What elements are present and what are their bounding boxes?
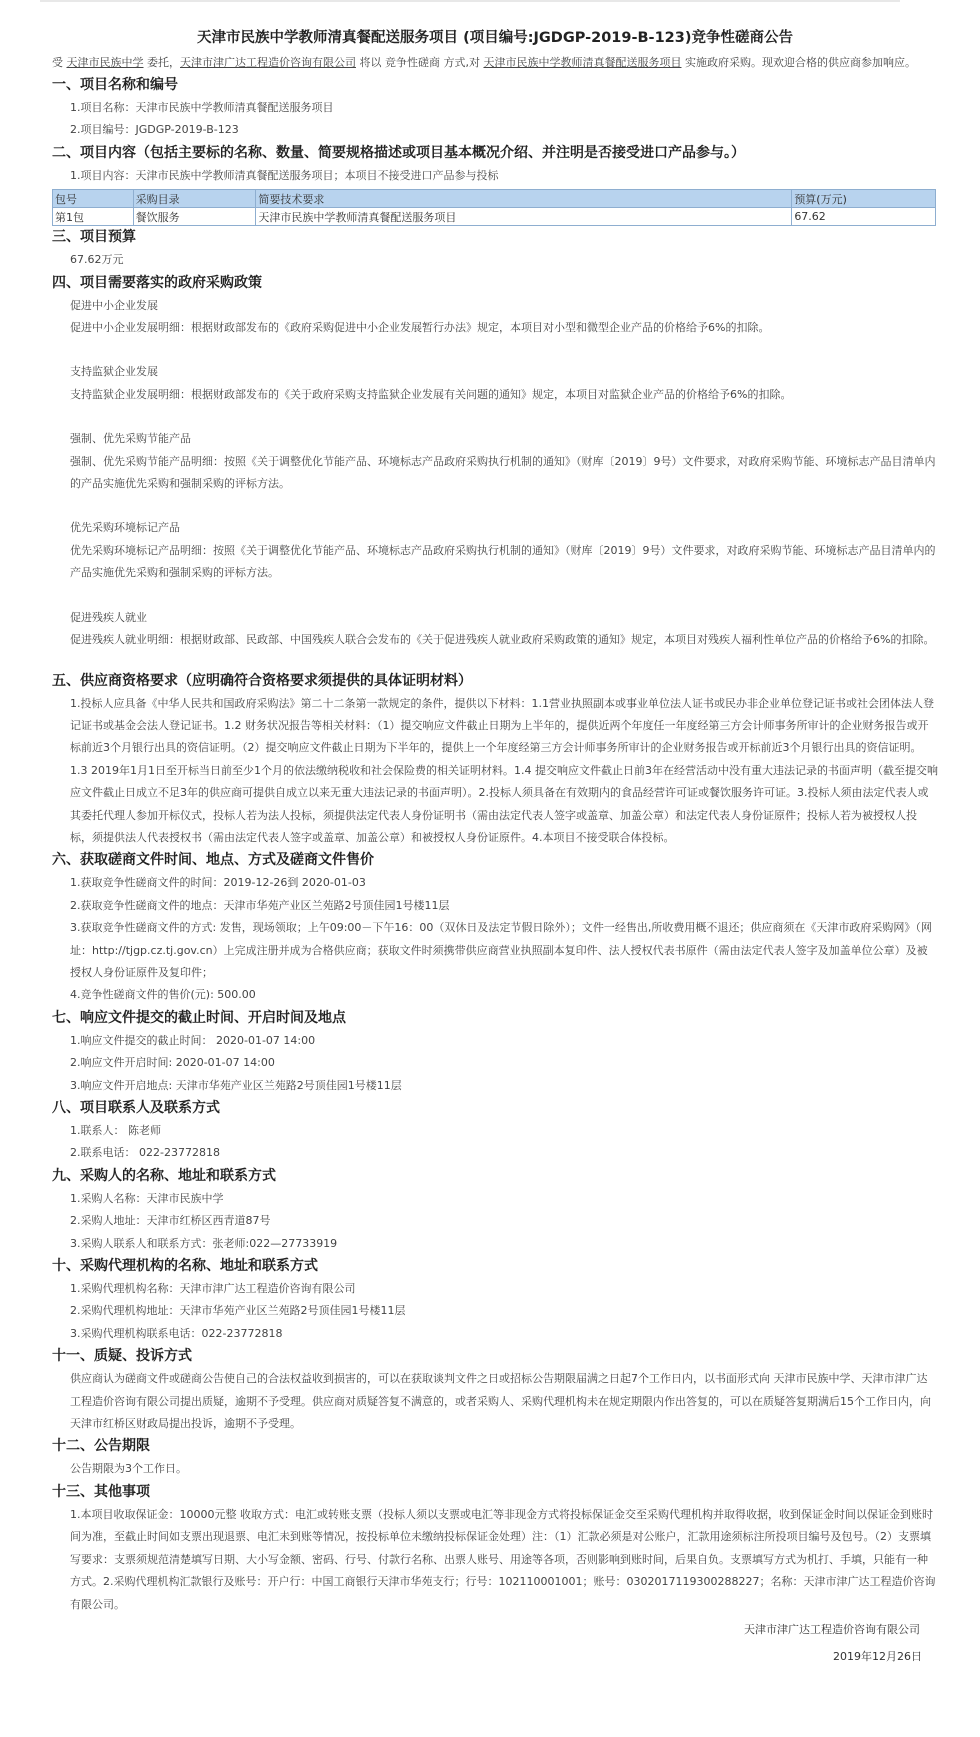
policy-detail: 优先采购环境标记产品明细：按照《关于调整优化节能产品、环境标志产品政府采购执行机制的通知》（财库〔2019〕9号）文件要求，对政府采购节能、环境标志产品目清单内的产品实施优先采购和强制采购的评标方法。 — [70, 543, 936, 580]
acquire-location: 2.获取竞争性磋商文件的地点：天津市华苑产业区兰苑路2号顶佳园1号楼11层 — [70, 898, 450, 912]
complaint-text: 供应商认为磋商文件或磋商公告使自己的合法权益收到损害的，可以在获取谈判文件之日或招标公告期限届满之日起7个工作日内，以书面形式向 天津市民族中学、天津市津广达工程造价咨询有限公司提出质疑，逾期不予受理。供应商对质疑答复不满意的，或者采购人、采购代理机构未在规定期限内作出答复的，可以在质疑答复期满后15个工作日内，向天津市红桥区财政局提出投诉，逾期不予受理。 — [70, 1372, 931, 1431]
policy-name: 促进中小企业发展 — [70, 298, 158, 312]
section-heading-11: 十一、质疑、投诉方式 — [52, 1348, 192, 1365]
policy-detail: 促进中小企业发展明细：根据财政部发布的《政府采购促进中小企业发展暂行办法》规定，本项目对小型和微型企业产品的价格给予6%的扣除。 — [70, 321, 770, 335]
intro-text-1: 受 — [52, 56, 67, 69]
section-heading-10: 十、采购代理机构的名称、地址和联系方式 — [52, 1258, 318, 1275]
submission-deadline: 1.响应文件提交的截止时间： 2020-01-07 14:00 — [70, 1033, 316, 1047]
agency-link[interactable]: 天津市津广达工程造价咨询有限公司 — [180, 56, 356, 69]
cell-budget: 67.62 — [792, 208, 936, 226]
cell-catalog: 餐饮服务 — [133, 208, 256, 226]
section-heading-8: 八、项目联系人及联系方式 — [52, 1100, 220, 1116]
project-name: 1.项目名称：天津市民族中学教师清真餐配送服务项目 — [70, 101, 334, 114]
intro-text-3: 将以 竞争性磋商 方式,对 — [356, 56, 484, 69]
policy-name: 支持监狱企业发展 — [70, 365, 158, 379]
notice-period: 公告期限为3个工作日。 — [70, 1462, 187, 1476]
acquire-method: 3.获取竞争性磋商文件的方式: 发售，现场领取；上午09:00－下午16：00（双休日及法定节假日除外）；文件一经售出,所收费用概不退还；供应商须在《天津市政府采购网》（网址：http://tjgp.cz.tj.gov.cn）上完成注册并成为合格供应商；获取文件时须携带供应商营业执照副本复印件、法人授权代表书原件（需由法定代表人签字及加盖单位公章）及被授权人身份证原件及复印件； — [70, 921, 932, 979]
top-divider — [40, 0, 900, 2]
section-heading-6: 六、获取磋商文件时间、地点、方式及磋商文件售价 — [52, 852, 374, 869]
col-header-package: 包号 — [53, 190, 134, 208]
buyer-link[interactable]: 天津市民族中学 — [66, 56, 144, 69]
policy-detail: 支持监狱企业发展明细：根据财政部发布的《关于政府采购支持监狱企业发展有关问题的通知》规定，本项目对监狱企业产品的价格给予6%的扣除。 — [70, 387, 792, 401]
agency-address: 2.采购代理机构地址：天津市华苑产业区兰苑路2号顶佳园1号楼11层 — [70, 1304, 406, 1318]
signature-date: 2019年12月26日 — [833, 1649, 922, 1663]
document-price: 4.竞争性磋商文件的售价(元): 500.00 — [70, 988, 256, 1002]
agency-name: 1.采购代理机构名称：天津市津广达工程造价咨询有限公司 — [70, 1282, 356, 1296]
qualification-text: 1.投标人应具备《中华人民共和国政府采购法》第二十二条第一款规定的条件，提供以下材料：1.1营业执照副本或事业单位法人证书或民办非企业单位登记证书或社会团体法人登记证书或基金会法人登记证书。1.2 财务状况报告等相关材料：（1）提交响应文件截止日期为上半年的，提供近两个年度任一年度经第三方会计师事务所审计的企业财务报告或开标前近3个月银行出具的资信证明。（2）提交响应文件截止日期为下半年的，提供上一个年度经第三方会计师事务所审计的企业财务报告或开标前近3个月银行出具的资信证明。1.3 2019年1月1日至开标当日前至少1个月的依法缴纳税收和社会保险费的相关证明材料。1.4 提交响应文件截止日前3年在经营活动中没有重大违法记录的书面声明（截至提交响应文件截止日成立不足3年的供应商可提供自成立以来无重大违法记录的书面声明）。2.投标人须具备在有效期内的食品经营许可证或餐饮服务许可证。3.投标人须由法定代表人或其委托代理人参加开标仪式，投标人若为法人投标，须提供法定代表人身份证明书（需由法定代表人签字或盖章、加盖公章）和法定代表人身份证原件；投标人若为被授权人投标，须提供法人代表授权书（需由法定代表人签字或盖章、加盖公章）和被授权人身份证原件。4.本项目不接受联合体投标。 — [70, 696, 938, 844]
policy-name: 强制、优先采购节能产品 — [70, 432, 191, 446]
section-heading-4: 四、项目需要落实的政府采购政策 — [52, 274, 262, 291]
signature-org: 天津市津广达工程造价咨询有限公司 — [744, 1622, 920, 1636]
project-content: 1.项目内容：天津市民族中学教师清真餐配送服务项目；本项目不接受进口产品参与投标 — [70, 168, 499, 182]
contact-phone: 2.联系电话： 022-23772818 — [70, 1146, 220, 1160]
announcement-page — [52, 24, 938, 1670]
purchaser-contact: 3.采购人联系人和联系方式：张老师:022—27733919 — [70, 1236, 338, 1250]
intro-paragraph — [52, 52, 938, 74]
col-header-requirements: 简要技术要求 — [256, 190, 792, 208]
purchaser-name: 1.采购人名称：天津市民族中学 — [70, 1191, 224, 1205]
agency-phone: 3.采购代理机构联系电话：022-23772818 — [70, 1326, 283, 1340]
policy-name: 优先采购环境标记产品 — [70, 521, 180, 535]
intro-text-2: 委托， — [143, 56, 180, 69]
section-heading-13: 十三、其他事项 — [52, 1483, 150, 1500]
policy-name: 促进残疾人就业 — [70, 610, 147, 624]
purchaser-address: 2.采购人地址：天津市红桥区西青道87号 — [70, 1214, 271, 1228]
opening-time: 2.响应文件开启时间: 2020-01-07 14:00 — [70, 1056, 275, 1070]
budget-value: 67.62万元 — [70, 253, 124, 267]
section-heading-5: 五、供应商资格要求（应明确符合资格要求须提供的具体证明材料） — [52, 672, 472, 689]
section-heading-1: 一、项目名称和编号 — [52, 77, 178, 93]
intro-text-4: 实施政府采购。现欢迎合格的供应商参加响应。 — [681, 56, 916, 69]
project-link[interactable]: 天津市民族中学教师清真餐配送服务项目 — [483, 56, 682, 69]
contact-person: 1.联系人： 陈老师 — [70, 1124, 161, 1137]
table-header-row — [53, 190, 936, 208]
acquire-time: 1.获取竞争性磋商文件的时间：2019-12-26到 2020-01-03 — [70, 876, 366, 890]
section-heading-2: 二、项目内容（包括主要标的名称、数量、简要规格描述或项目基本概况介绍、并注明是否接受进口产品参与。） — [52, 144, 745, 161]
other-matters-text: 1.本项目收取保证金：10000元整 收取方式：电汇或转账支票（投标人须以支票或电汇等非现金方式将投标保证金交至采购代理机构并取得收据，收到保证金时间以保证金到账时间为准，至截止时间如支票出现退票、电汇未到账等情况，按投标单位未缴纳投标保证金处理）注：（1）汇款必须是对公账户，汇款用途须标注所投项目编号及包号。（2）支票填写要求：支票须规范清楚填写日期、大小写金额、密码、行号、付款行名称、出票人账号、用途等各项，否则影响到账时间，后果自负。支票填写方式为机打、手填，只能有一种方式。2.采购代理机构汇款银行及账号：开户行：中国工商银行天津市华苑支行；行号：102110001001；账号：0302017119300288227；名称：天津市津广达工程造价咨询有限公司。 — [70, 1507, 936, 1611]
cell-package: 第1包 — [53, 208, 134, 226]
policy-detail: 强制、优先采购节能产品明细：按照《关于调整优化节能产品、环境标志产品政府采购执行机制的通知》（财库〔2019〕9号）文件要求，对政府采购节能、环境标志产品目清单内的产品实施优先采购和强制采购的评标方法。 — [70, 454, 936, 491]
page-title: 天津市民族中学教师清真餐配送服务项目 (项目编号:JGDGP-2019-B-123)竞争性磋商公告 — [197, 30, 793, 46]
col-header-catalog: 采购目录 — [133, 190, 256, 208]
project-number: 2.项目编号：JGDGP-2019-B-123 — [70, 123, 239, 137]
cell-requirements: 天津市民族中学教师清真餐配送服务项目 — [256, 208, 792, 226]
package-table — [52, 189, 936, 226]
section-heading-12: 十二、公告期限 — [52, 1438, 150, 1455]
section-heading-9: 九、采购人的名称、地址和联系方式 — [52, 1167, 276, 1184]
section-heading-3: 三、项目预算 — [52, 229, 136, 246]
policy-detail: 促进残疾人就业明细：根据财政部、民政部、中国残疾人联合会发布的《关于促进残疾人就业政府采购政策的通知》规定，本项目对残疾人福利性单位产品的价格给予6%的扣除。 — [70, 633, 935, 647]
opening-location: 3.响应文件开启地点: 天津市华苑产业区兰苑路2号顶佳园1号楼11层 — [70, 1078, 402, 1092]
section-heading-7: 七、响应文件提交的截止时间、开启时间及地点 — [52, 1009, 346, 1026]
col-header-budget: 预算(万元) — [792, 190, 936, 208]
table-row — [53, 208, 936, 226]
